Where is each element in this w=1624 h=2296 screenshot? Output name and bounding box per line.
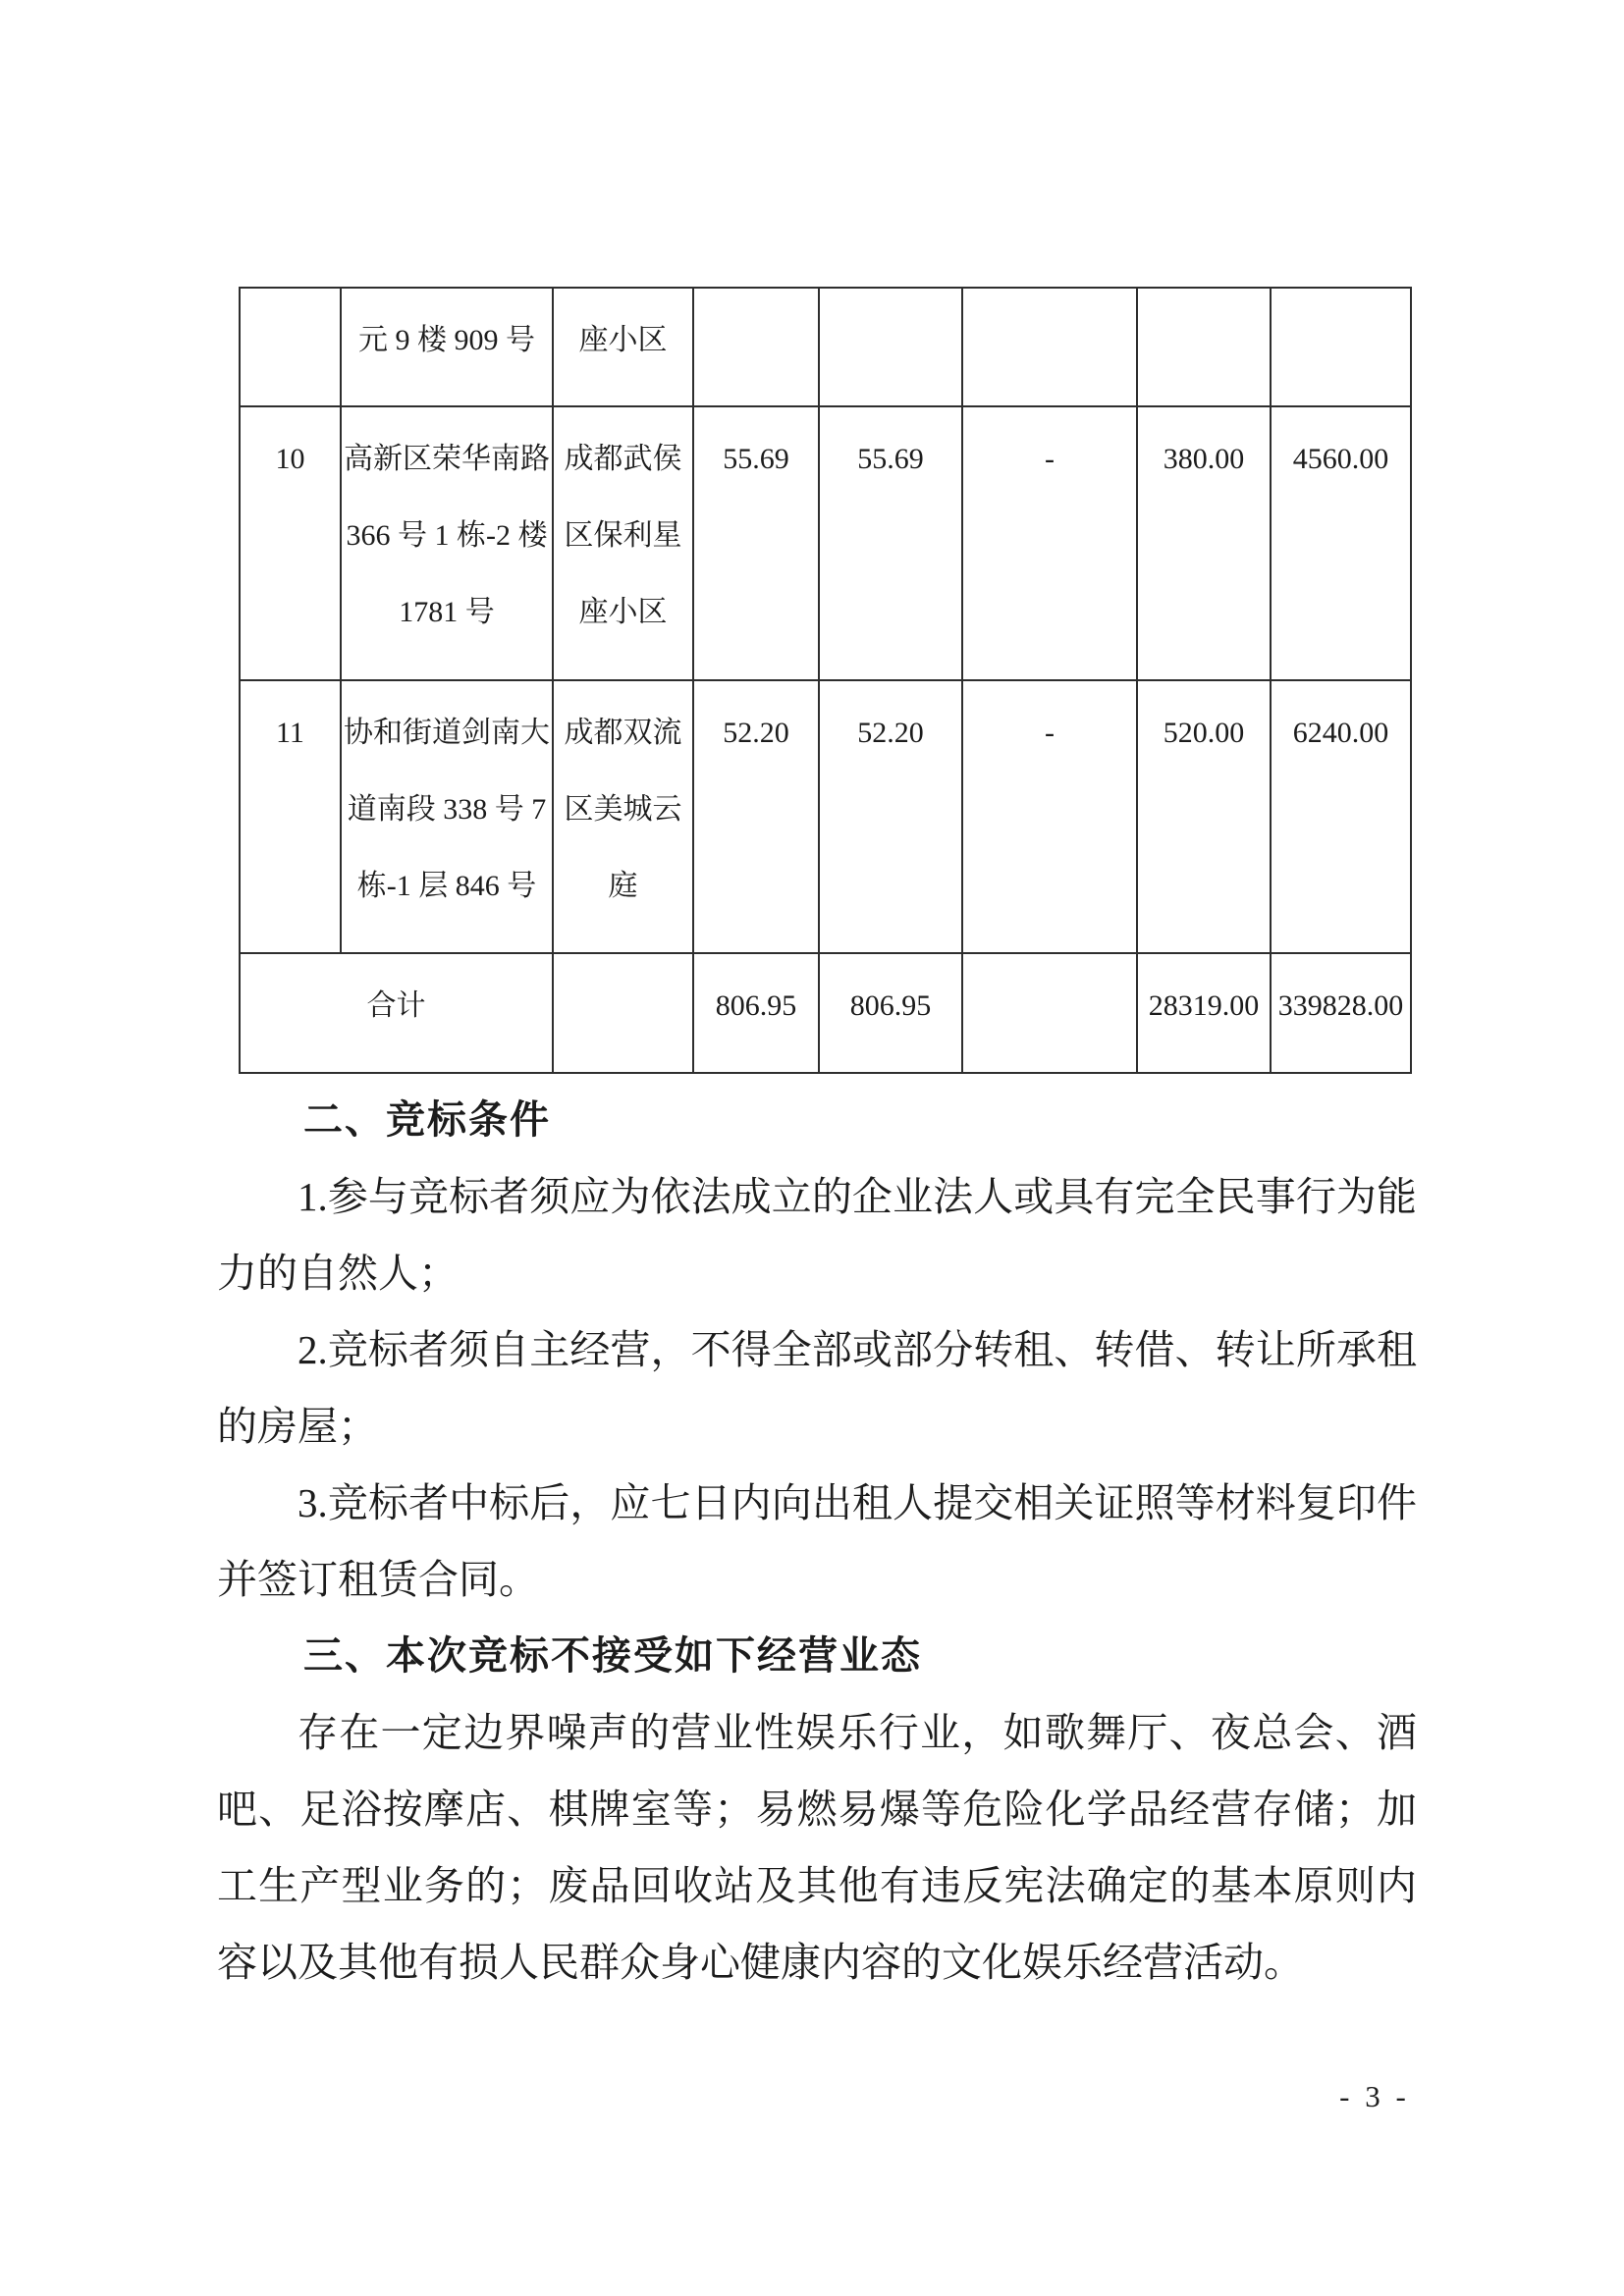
cell-community	[553, 288, 693, 406]
community-line: 区美城云	[564, 793, 682, 826]
community-line: 成都武侯	[564, 443, 682, 475]
page-number: - 3 -	[1339, 2079, 1410, 2113]
community-line: 庭	[608, 870, 638, 902]
cell-area-2: 52.20	[819, 680, 962, 953]
cell-annual-rent: 6240.00	[1271, 680, 1411, 953]
cell-annual-rent: 4560.00	[1271, 406, 1411, 680]
cell-community	[553, 680, 693, 953]
cell-seq: 11	[240, 680, 341, 953]
cell-area-1: 55.69	[693, 406, 819, 680]
cell-dash: -	[962, 406, 1137, 680]
document-body	[217, 1082, 1417, 2001]
section-heading-3: 三、本次竞标不接受如下经营业态	[303, 1634, 922, 1678]
table-row-11	[240, 680, 1411, 953]
address-line: 366 号 1 栋-2 楼	[346, 519, 548, 552]
cell-area-2: 55.69	[819, 406, 962, 680]
address-line: 道南段 338 号 7	[347, 793, 547, 826]
excluded-business-paragraph: 存在一定边界噪声的营业性娱乐行业，如歌舞厅、夜总会、酒吧、足浴按摩店、棋牌室等；易燃易爆等危险化学品经营存储；加工生产型业务的；废品回收站及其他有违反宪法确定的基本原则内容以及其他有损人民群众身心健康内容的文化娱乐经营活动。	[217, 1710, 1417, 1985]
section-heading-2: 二、竞标条件	[303, 1098, 551, 1142]
address-line: 栋-1 层 846 号	[356, 870, 537, 902]
table-row-10	[240, 406, 1411, 680]
community-line: 座小区	[578, 596, 668, 628]
cell-value	[819, 288, 962, 406]
cell-value	[1137, 288, 1271, 406]
cell-monthly-rent: 380.00	[1137, 406, 1271, 680]
cell-seq	[240, 288, 341, 406]
cell-seq: 10	[240, 406, 341, 680]
address-line: 1781 号	[399, 596, 495, 628]
rental-units-table	[239, 287, 1412, 1074]
bid-condition-item-1: 1.参与竞标者须应为依法成立的企业法人或具有完全民事行为能力的自然人；	[217, 1174, 1417, 1296]
cell-address	[341, 680, 553, 953]
cell-area-1: 52.20	[693, 680, 819, 953]
community-line: 座小区	[578, 324, 668, 356]
cell-dash: -	[962, 680, 1137, 953]
cell-address	[341, 288, 553, 406]
cell-address	[341, 406, 553, 680]
address-line: 高新区荣华南路	[344, 443, 550, 475]
table-row-continuation	[240, 288, 1411, 406]
table-row-total	[240, 953, 1411, 1073]
cell-area-2-total: 806.95	[819, 953, 962, 1073]
cell-value	[693, 288, 819, 406]
cell-dash	[962, 953, 1137, 1073]
address-line: 元 9 楼 909 号	[358, 324, 535, 356]
cell-community	[553, 406, 693, 680]
cell-monthly-rent-total: 28319.00	[1137, 953, 1271, 1073]
community-line: 成都双流	[564, 717, 682, 749]
bid-condition-item-2: 2.竞标者须自主经营，不得全部或部分转租、转借、转让所承租的房屋；	[217, 1327, 1417, 1449]
address-line: 协和街道剑南大	[344, 717, 550, 749]
cell-annual-rent-total: 339828.00	[1271, 953, 1411, 1073]
cell-total-label: 合计	[240, 953, 553, 1073]
cell-community	[553, 953, 693, 1073]
cell-value	[1271, 288, 1411, 406]
community-line: 区保利星	[564, 519, 682, 552]
bid-condition-item-3: 3.竞标者中标后，应七日内向出租人提交相关证照等材料复印件并签订租赁合同。	[217, 1480, 1417, 1602]
cell-area-1-total: 806.95	[693, 953, 819, 1073]
cell-value	[962, 288, 1137, 406]
cell-monthly-rent: 520.00	[1137, 680, 1271, 953]
